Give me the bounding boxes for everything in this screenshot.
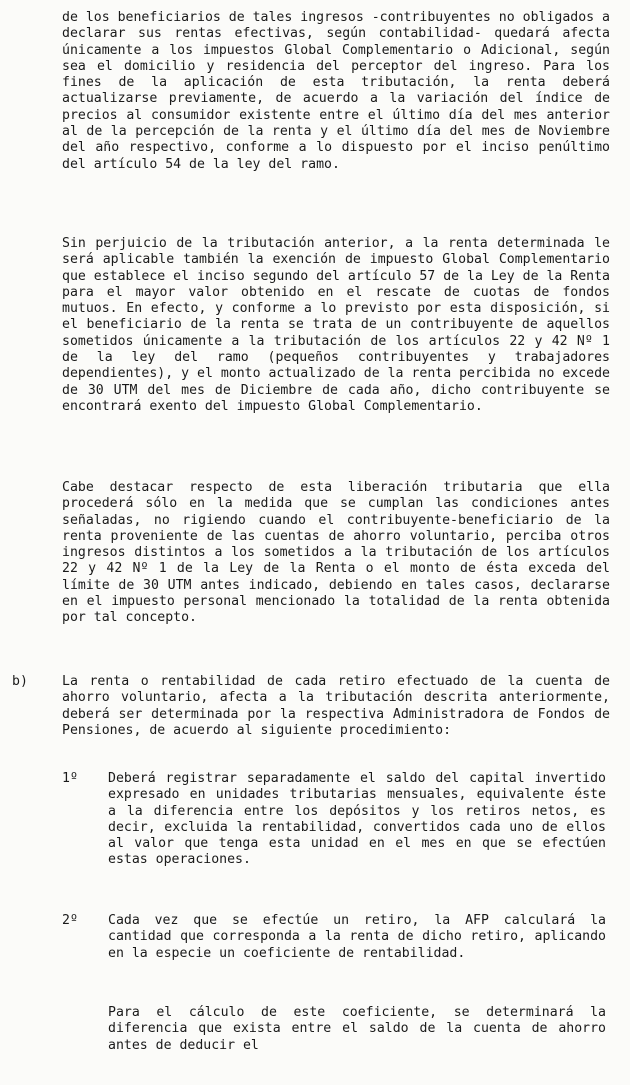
step-1-marker: 1º bbox=[62, 771, 78, 786]
paragraph-1: de los beneficiarios de tales ingresos -contribuyentes no obligados a declarar sus rentas efectivas, según contabilidad- quedará afecta únicamente a los impuestos Global Complementario o Adicional, según sea el domicilio y residencia del perceptor del ingreso. Para los fines de la aplicación de esta tributación, la renta deberá actualizarse previamente, de acuerdo a la variación del índice de precios al consumidor existente entre el último día del mes anterior al de la percepción de la renta y el último día del mes de Noviembre del año respectivo, conforme a lo dispuesto por el inciso penúltimo del artículo 54 de la ley del ramo. bbox=[62, 10, 610, 172]
step-2-continuation: Para el cálculo de este coeficiente, se determinará la diferencia que exista entre el saldo de la cuenta de ahorro antes de deducir el bbox=[108, 1005, 606, 1053]
item-b-text: La renta o rentabilidad de cada retiro efectuado de la cuenta de ahorro voluntario, afecta a la tributación descrita anteriormente, deberá ser determinada por la respectiva Administradora de Fondos de Pensiones, de acuerdo al siguiente procedimiento: bbox=[62, 674, 610, 738]
step-2-marker: 2º bbox=[62, 913, 78, 928]
step-1-text: Deberá registrar separadamente el saldo del capital invertido expresado en unidades tributarias mensuales, equivalente éste a la diferencia entre los depósitos y los retiros netos, es decir, excluida la rentabilidad, convertidos cada uno de ellos al valor que tenga esta unidad en el mes en que se efectúen estas operaciones. bbox=[108, 771, 606, 868]
item-b-marker: b) bbox=[12, 674, 28, 689]
paragraph-2: Sin perjuicio de la tributación anterior, a la renta determinada le será aplicable también la exención de impuesto Global Complementario que establece el inciso segundo del artículo 57 de la Ley de la Renta para el mayor valor obtenido en el rescate de cuotas de fondos mutuos. En efecto, y conforme a lo previsto por esta disposición, si el beneficiario de la renta se trata de un contribuyente de aquellos sometidos únicamente a la tributación de los artículos 22 y 42 Nº 1 de la ley del ramo (pequeños contribuyentes y trabajadores dependientes), y el monto actualizado de la renta percibida no excede de 30 UTM del mes de Diciembre de cada año, dicho contribuyente se encontrará exento del impuesto Global Complementario. bbox=[62, 236, 610, 414]
paragraph-3: Cabe destacar respecto de esta liberación tributaria que ella procederá sólo en la medida que se cumplan las condiciones antes señaladas, no rigiendo cuando el contribuyente-beneficiario de la renta proveniente de las cuentas de ahorro voluntario, perciba otros ingresos distintos a los sometidos a la tributación de los artículos 22 y 42 Nº 1 de la Ley de la Renta o el monto de ésta exceda del límite de 30 UTM antes indicado, debiendo en tales casos, declararse en el impuesto personal mencionado la totalidad de la renta obtenida por tal concepto. bbox=[62, 480, 610, 626]
step-2-text: Cada vez que se efectúe un retiro, la AFP calculará la cantidad que corresponda a la renta de dicho retiro, aplicando en la especie un coeficiente de rentabilidad. bbox=[108, 913, 606, 961]
